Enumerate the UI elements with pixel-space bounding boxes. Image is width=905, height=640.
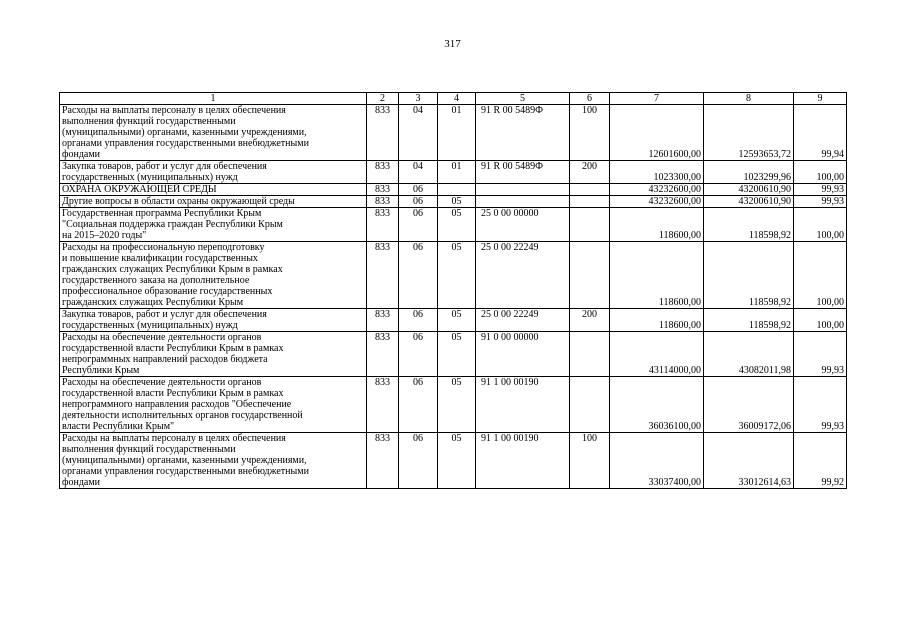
subsection-code-cell: 05 [438, 433, 476, 489]
subsection-code-cell: 01 [438, 105, 476, 161]
execution-percent-cell: 100,00 [794, 161, 847, 184]
ministry-code-cell: 833 [367, 208, 399, 242]
execution-percent-cell: 99,93 [794, 332, 847, 377]
execution-percent-cell: 99,93 [794, 184, 847, 196]
executed-amount-cell: 33012614,63 [704, 433, 794, 489]
subsection-code-cell [438, 184, 476, 196]
table-row [60, 332, 847, 377]
expense-type-cell [570, 184, 610, 196]
expense-type-cell: 100 [570, 105, 610, 161]
target-article-cell: 91 R 00 5489Ф [476, 161, 570, 184]
column-header: 9 [794, 93, 847, 105]
target-article-cell: 91 0 00 00000 [476, 332, 570, 377]
table-row [60, 105, 847, 161]
table-row [60, 377, 847, 433]
page-number: 317 [444, 38, 461, 50]
ministry-code-cell: 833 [367, 184, 399, 196]
section-code-cell: 06 [399, 377, 438, 433]
executed-amount-cell: 1023299,96 [704, 161, 794, 184]
executed-amount-cell: 118598,92 [704, 208, 794, 242]
approved-amount-cell: 1023300,00 [610, 161, 704, 184]
approved-amount-cell: 118600,00 [610, 242, 704, 309]
approved-amount-cell: 33037400,00 [610, 433, 704, 489]
ministry-code-cell: 833 [367, 196, 399, 208]
table-body [60, 105, 847, 489]
column-header: 3 [399, 93, 438, 105]
approved-amount-cell: 43232600,00 [610, 184, 704, 196]
approved-amount-cell: 118600,00 [610, 309, 704, 332]
execution-percent-cell: 100,00 [794, 208, 847, 242]
execution-percent-cell: 99,93 [794, 377, 847, 433]
expense-name-cell: ОХРАНА ОКРУЖАЮЩЕЙ СРЕДЫ [60, 184, 367, 196]
section-code-cell: 06 [399, 196, 438, 208]
target-article-cell: 91 1 00 00190 [476, 433, 570, 489]
target-article-cell: 91 1 00 00190 [476, 377, 570, 433]
ministry-code-cell: 833 [367, 309, 399, 332]
column-header: 7 [610, 93, 704, 105]
section-code-cell: 04 [399, 105, 438, 161]
table-row [60, 433, 847, 489]
expense-name-cell: Расходы на обеспечение деятельности органов государственной власти Республики Крым в рамках непрограммного направления расходов "Обеспечение деятельности исполнительных органов государственной власти Республики Крым" [60, 377, 367, 433]
column-header: 4 [438, 93, 476, 105]
target-article-cell: 25 0 00 00000 [476, 208, 570, 242]
expense-name-cell: Расходы на выплаты персоналу в целях обеспечения выполнения функций государственными (муниципальными) органами, казенными учреждениями, органами управления государственными внебюджетными фондами [60, 433, 367, 489]
expense-name-cell: Государственная программа Республики Крым "Социальная поддержка граждан Республики Крым на 2015–2020 годы" [60, 208, 367, 242]
target-article-cell [476, 184, 570, 196]
table-header-row [60, 93, 847, 105]
execution-percent-cell: 100,00 [794, 242, 847, 309]
ministry-code-cell: 833 [367, 433, 399, 489]
subsection-code-cell: 05 [438, 377, 476, 433]
section-code-cell: 06 [399, 332, 438, 377]
table-row [60, 309, 847, 332]
approved-amount-cell: 36036100,00 [610, 377, 704, 433]
expense-type-cell: 200 [570, 161, 610, 184]
column-header: 5 [476, 93, 570, 105]
budget-table [59, 92, 847, 489]
ministry-code-cell: 833 [367, 377, 399, 433]
table-row [60, 184, 847, 196]
expense-name-cell: Расходы на профессиональную переподготовку и повышение квалификации государственных гражданских служащих Республики Крым в рамках государственного заказа на дополнительное профессиональное образование государственных гражданских служащих Республики Крым [60, 242, 367, 309]
table-row [60, 196, 847, 208]
approved-amount-cell: 43114000,00 [610, 332, 704, 377]
expense-name-cell: Другие вопросы в области охраны окружающей среды [60, 196, 367, 208]
target-article-cell [476, 196, 570, 208]
ministry-code-cell: 833 [367, 161, 399, 184]
section-code-cell: 06 [399, 208, 438, 242]
expense-type-cell: 100 [570, 433, 610, 489]
executed-amount-cell: 36009172,06 [704, 377, 794, 433]
ministry-code-cell: 833 [367, 105, 399, 161]
expense-name-cell: Расходы на обеспечение деятельности органов государственной власти Республики Крым в рамках непрограммных направлений расходов бюджета Республики Крым [60, 332, 367, 377]
expense-type-cell [570, 332, 610, 377]
executed-amount-cell: 118598,92 [704, 309, 794, 332]
execution-percent-cell: 99,93 [794, 196, 847, 208]
executed-amount-cell: 43200610,90 [704, 196, 794, 208]
column-header: 6 [570, 93, 610, 105]
expense-name-cell: Расходы на выплаты персоналу в целях обеспечения выполнения функций государственными (муниципальными) органами, казенными учреждениями, органами управления государственными внебюджетными фондами [60, 105, 367, 161]
expense-type-cell [570, 196, 610, 208]
subsection-code-cell: 05 [438, 196, 476, 208]
expense-type-cell [570, 242, 610, 309]
column-header: 8 [704, 93, 794, 105]
executed-amount-cell: 43200610,90 [704, 184, 794, 196]
section-code-cell: 04 [399, 161, 438, 184]
target-article-cell: 25 0 00 22249 [476, 242, 570, 309]
subsection-code-cell: 05 [438, 309, 476, 332]
target-article-cell: 91 R 00 5489Ф [476, 105, 570, 161]
executed-amount-cell: 12593653,72 [704, 105, 794, 161]
executed-amount-cell: 118598,92 [704, 242, 794, 309]
subsection-code-cell: 05 [438, 332, 476, 377]
execution-percent-cell: 100,00 [794, 309, 847, 332]
subsection-code-cell: 01 [438, 161, 476, 184]
target-article-cell: 25 0 00 22249 [476, 309, 570, 332]
section-code-cell: 06 [399, 242, 438, 309]
approved-amount-cell: 12601600,00 [610, 105, 704, 161]
executed-amount-cell: 43082011,98 [704, 332, 794, 377]
execution-percent-cell: 99,94 [794, 105, 847, 161]
expense-type-cell: 200 [570, 309, 610, 332]
column-header: 1 [60, 93, 367, 105]
table-row [60, 242, 847, 309]
execution-percent-cell: 99,92 [794, 433, 847, 489]
expense-type-cell [570, 208, 610, 242]
expense-name-cell: Закупка товаров, работ и услуг для обеспечения государственных (муниципальных) нужд [60, 309, 367, 332]
ministry-code-cell: 833 [367, 332, 399, 377]
section-code-cell: 06 [399, 184, 438, 196]
column-header: 2 [367, 93, 399, 105]
expense-name-cell: Закупка товаров, работ и услуг для обеспечения государственных (муниципальных) нужд [60, 161, 367, 184]
subsection-code-cell: 05 [438, 242, 476, 309]
table-row [60, 161, 847, 184]
subsection-code-cell: 05 [438, 208, 476, 242]
approved-amount-cell: 43232600,00 [610, 196, 704, 208]
table-row [60, 208, 847, 242]
ministry-code-cell: 833 [367, 242, 399, 309]
approved-amount-cell: 118600,00 [610, 208, 704, 242]
section-code-cell: 06 [399, 309, 438, 332]
section-code-cell: 06 [399, 433, 438, 489]
expense-type-cell [570, 377, 610, 433]
